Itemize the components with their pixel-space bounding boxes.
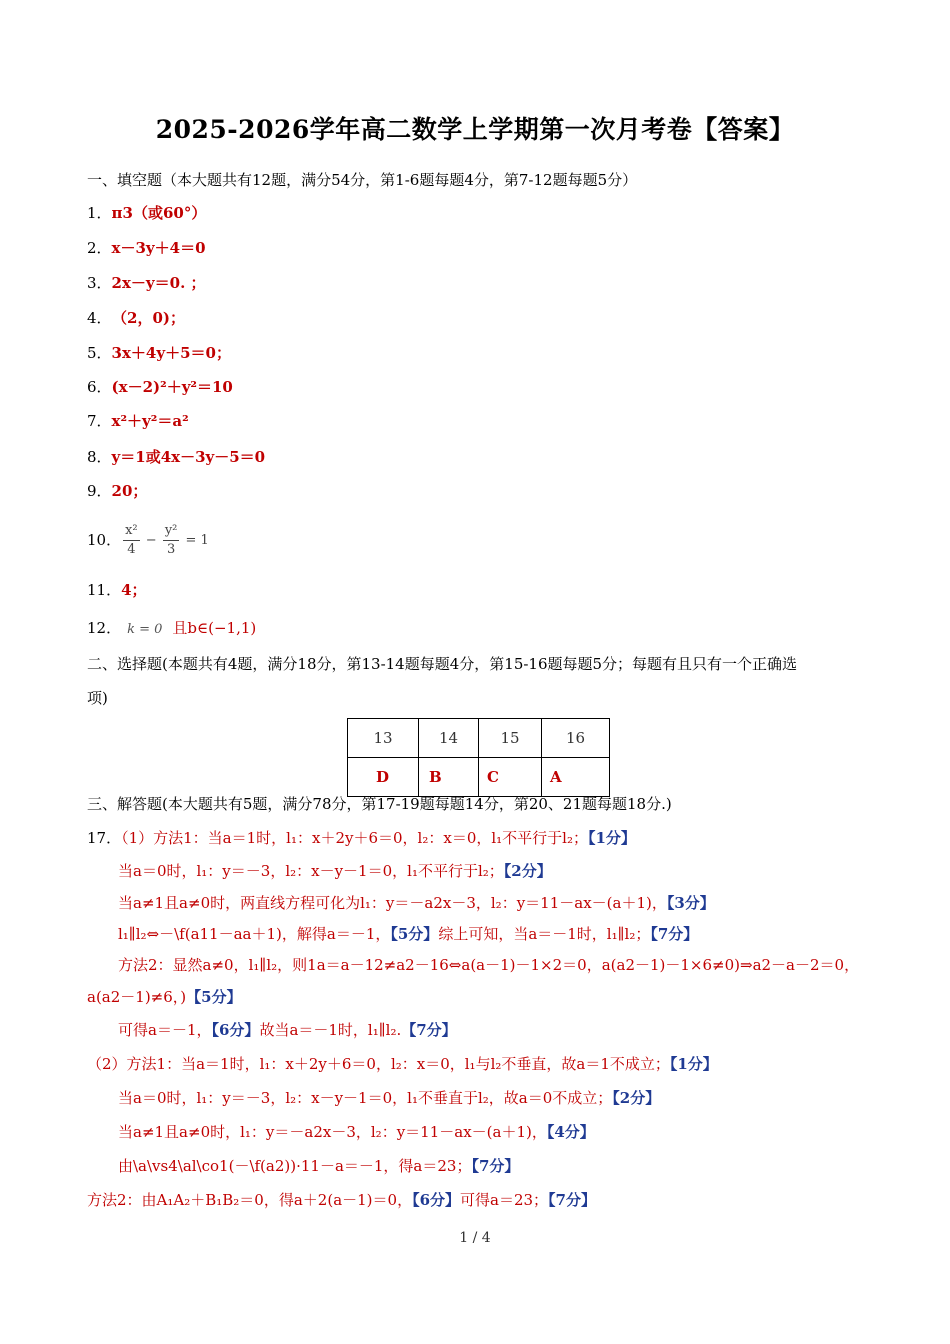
section2-header-cont: 项) [87,689,108,707]
item-number: 3． [87,274,112,292]
table-cell: 15 [479,719,542,758]
item-answer: 4； [121,581,147,599]
solution-line: （2）方法1：当a＝1时，l₁：x＋2y＋6＝0，l₂：x＝0，l₁与l₂不垂直，故a＝1不成立；【1分】 [87,1055,718,1073]
answer-table [347,718,610,797]
table-cell: 16 [542,719,610,758]
item-answer: 3x＋4y＋5＝0； [111,344,231,362]
item-answer: （2，0)； [119,309,186,327]
score-badge: 【6分】 [211,1021,260,1039]
list-item [87,343,231,363]
solution-line: 可得a＝－1，【6分】故当a＝－1时，l₁∥l₂.【7分】 [118,1021,457,1039]
section3-header: 三、解答题(本大题共有5题，满分78分，第17-19题每题14分，第20、21题每题18分.) [87,795,672,813]
item-answer: π3（或60°） [111,204,207,222]
list-item [87,618,256,640]
score-badge: 【5分】 [390,925,439,943]
score-badge: 【1分】 [669,1055,718,1073]
solution-line: 方法2：显然a≠0，l₁∥l₂，则1a＝a－12≠a2－16⇔a(a－1)－1×2＝0，a(a2－1)－1×6≠0)⇒a2－a－2＝0， [118,956,860,974]
section1-header: 一、填空题（本大题共有12题，满分54分，第1-6题每题4分，第7-12题每题5分） [87,171,638,189]
item-number: 10． [87,531,122,549]
score-badge: 【4分】 [546,1123,595,1141]
solution-line: 由\a\vs4\al\co1(－\f(a2))·11－a＝－1，得a＝23；【7分】 [118,1157,520,1175]
item-answer: (x－2)²＋y²＝10 [111,378,233,396]
item-answer: x－3y＋4＝0 [111,239,206,257]
solution-line: 当a≠1且a≠0时，两直线方程可化为l₁：y＝－a2x－3，l₂：y＝11－ax－(a＋1)，【3分】 [118,894,715,912]
score-badge: 【7分】 [401,1021,457,1039]
table-cell: 13 [348,719,419,758]
table-cell: D [348,758,419,797]
item-number: 2． [87,239,112,257]
solution-line: 方法2：由A₁A₂＋B₁B₂＝0，得a＋2(a－1)＝0，【6分】可得a＝23；【7分】 [87,1191,596,1209]
table-cell: A [542,758,610,797]
item-answer: y＝1或4x－3y－5＝0 [111,448,266,466]
list-item [87,481,147,501]
list-item [87,273,206,293]
solution-line: 当a≠1且a≠0时，l₁：y＝－a2x－3，l₂：y＝11－ax－(a＋1)，【4分】 [118,1123,595,1141]
item-number: 12． [87,619,122,637]
score-badge: 【7分】 [471,1157,520,1175]
score-badge: 【6分】 [412,1191,461,1209]
list-item [87,377,233,397]
page-title: 2025-2026学年高二数学上学期第一次月考卷【答案】 [155,115,795,144]
solution-line: 当a＝0时，l₁：y＝－3，l₂：x－y－1＝0，l₁不垂直于l₂，故a＝0不成立；【2分】 [118,1089,661,1107]
solution-line: l₁∥l₂⇔－\f(a11－aa＋1)，解得a＝－1，【5分】综上可知，当a＝－1时，l₁∥l₂；【7分】 [118,925,699,943]
page-number: 1 / 4 [459,1230,491,1246]
item-number: 4． [87,309,112,327]
solution-line: a(a2－1)≠6，)【5分】 [87,988,242,1006]
item-answer-part: k = 0 [127,622,163,637]
hyperbola-equation: $\frac{\text{x²}}{4}$ − $\frac{\text{y²}}{3}$ = 1 [125,523,209,557]
score-badge: 【2分】 [503,862,552,880]
solution-line: 17．（1）方法1：当a＝1时，l₁：x＋2y＋6＝0，l₂：x＝0，l₁不平行于l₂；【1分】 [87,829,636,847]
list-item [87,308,185,328]
list-item [87,203,206,223]
section2-header: 二、选择题(本题共有4题，满分18分，第13-14题每题4分，第15-16题每题5分；每题有且只有一个正确选 [87,655,798,673]
item-number: 5． [87,344,112,362]
item-answer: 2x－y＝0. ； [111,274,206,292]
table-row [348,758,610,797]
item-answer: x²＋y²＝a² [111,412,189,430]
list-item [87,238,206,258]
list-item [87,580,147,600]
score-badge: 【7分】 [650,925,699,943]
item-number: 8． [87,448,112,466]
table-row [348,719,610,758]
table-cell: B [419,758,479,797]
list-item [87,447,265,467]
item-number: 6． [87,378,112,396]
table-cell: 14 [419,719,479,758]
question-number: 17． [87,829,122,847]
item-answer-part: 且b∈(−1,1) [172,619,257,637]
item-number: 1． [87,204,112,222]
item-answer: 20； [111,482,148,500]
score-badge: 【1分】 [587,829,636,847]
list-item [87,518,209,563]
score-badge: 【5分】 [186,988,242,1006]
score-badge: 【3分】 [666,894,715,912]
table-cell: C [479,758,542,797]
item-number: 9． [87,482,112,500]
solution-line: 当a＝0时，l₁：y＝－3，l₂：x－y－1＝0，l₁不平行于l₂；【2分】 [118,862,552,880]
score-badge: 【2分】 [612,1089,661,1107]
item-number: 11． [87,581,122,599]
item-number: 7． [87,412,112,430]
list-item [87,411,189,431]
score-badge: 【7分】 [548,1191,596,1209]
